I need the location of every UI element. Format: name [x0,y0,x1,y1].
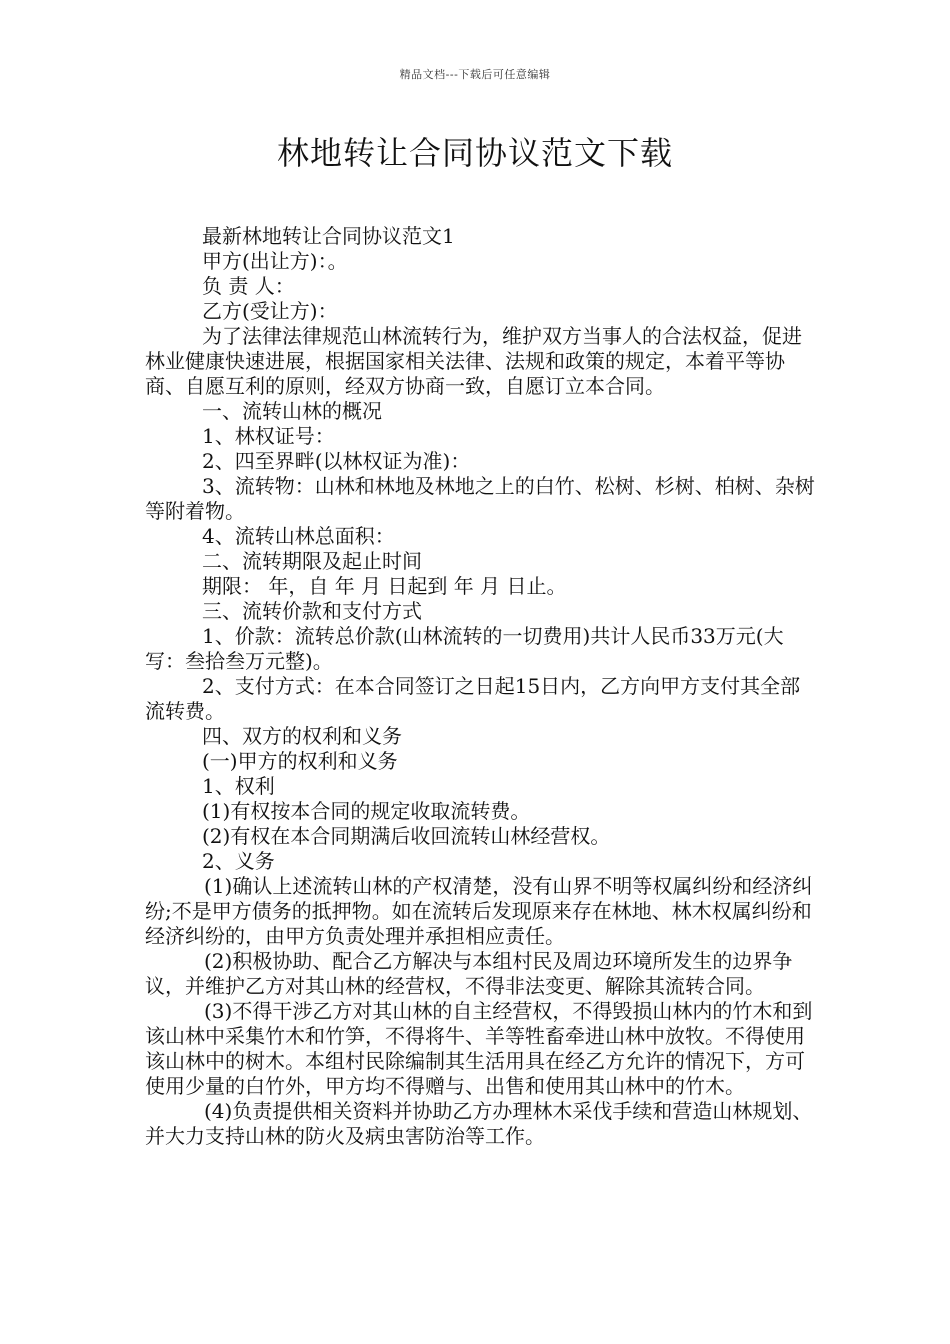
paragraph-item: 2、义务 [202,849,275,873]
subsection-heading: (一)甲方的权利和义务 [202,749,398,773]
paragraph-item: (1)有权按本合同的规定收取流转费。 [202,799,531,823]
paragraph-item: (1)确认上述流转山林的产权清楚，没有山界不明等权属纠纷和经济纠纷;不是甲方债务的抵押物。如在流转后发现原来存在林地、林木权属纠纷和经济纠纷的，由甲方负责处理并承担相应责任。 [145,874,813,948]
paragraph-item: (2)积极协助、配合乙方解决与本组村民及周边环境所发生的边界争议，并维护乙方对其山林的经营权，不得非法变更、解除其流转合同。 [145,949,793,998]
section-heading-1: 一、流转山林的概况 [202,399,382,423]
paragraph-responsible: 负 责 人： [202,274,295,298]
paragraph-item: 1、权利 [202,774,275,798]
paragraph-item: 3、流转物：山林和林地及林地之上的白竹、松树、杉树、柏树、杂树等附着物。 [145,474,815,523]
paragraph-party-b: 乙方(受让方)： [202,299,338,323]
paragraph-party-a: 甲方(出让方)：。 [202,249,348,273]
document-body [145,224,815,1149]
paragraph-preamble: 为了法律法律规范山林流转行为，维护双方当事人的合法权益，促进林业健康快速进展，根据国家相关法律、法规和政策的规定，本着平等协商、自愿互利的原则，经双方协商一致，自愿订立本合同。 [145,324,802,398]
paragraph-item: 1、价款：流转总价款(山林流转的一切费用)共计人民币33万元(大写：叁拾叁万元整)。 [145,624,784,673]
paragraph-item: 2、四至界畔(以林权证为准)： [202,449,471,473]
paragraph-item: 2、支付方式：在本合同签订之日起15日内，乙方向甲方支付其全部流转费。 [145,674,801,723]
section-heading-2: 二、流转期限及起止时间 [202,549,422,573]
section-heading-4: 四、双方的权利和义务 [202,724,402,748]
paragraph-item: 1、林权证号： [202,424,335,448]
document-title: 林地转让合同协议范文下载 [276,134,673,172]
paragraph-subtitle: 最新林地转让合同协议范文1 [202,224,455,248]
paragraph-item: (2)有权在本合同期满后收回流转山林经营权。 [202,824,611,848]
paragraph-item: (3)不得干涉乙方对其山林的自主经营权，不得毁损山林内的竹木和到该山林中采集竹木和竹笋，不得将牛、羊等牲畜牵进山林中放牧。不得使用该山林中的树木。本组村民除编制其生活用具在经乙方允许的情况下，方可使用少量的白竹外，甲方均不得赠与、出售和使用其山林中的竹木。 [145,999,813,1098]
section-heading-3: 三、流转价款和支付方式 [202,599,422,623]
paragraph-term: 期限： 年，自 年 月 日起到 年 月 日止。 [202,574,567,598]
header-note: 精品文档---下载后可任意编辑 [399,68,551,81]
paragraph-item: 4、流转山林总面积： [202,524,395,548]
paragraph-item: (4)负责提供相关资料并协助乙方办理林木采伐手续和营造山林规划、并大力支持山林的防火及病虫害防治等工作。 [145,1099,813,1148]
